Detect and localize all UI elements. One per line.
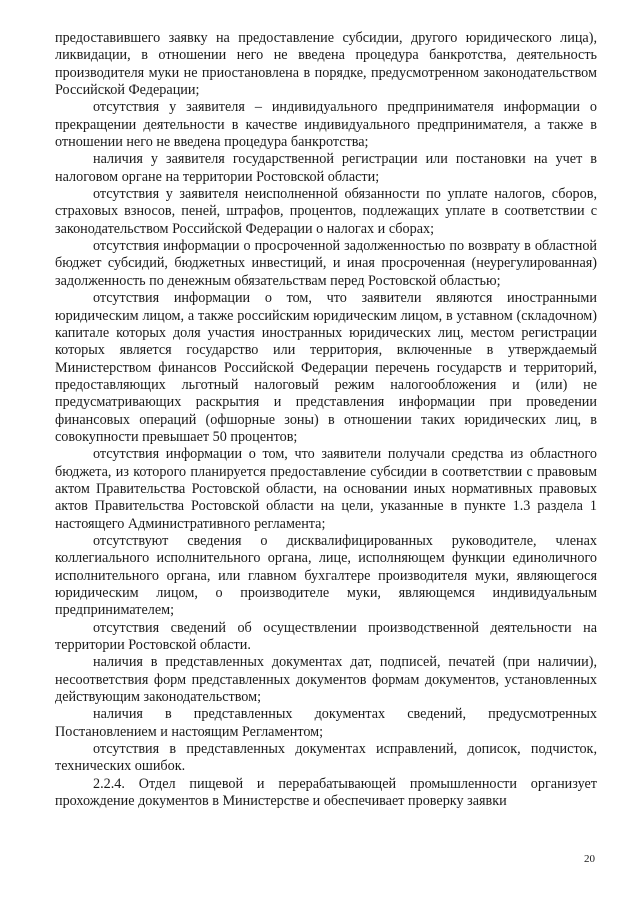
paragraph-10: наличия в представленных документах дат, подписей, печатей (при наличии), несоответствия форм представленных документов формам документов, установленных действующим законодательством; xyxy=(55,654,597,706)
paragraph-6: отсутствия информации о том, что заявители являются иностранными юридическим лицом, а также российским юридическим лицом, в уставном (складочном) капитале которых доля участия иностранных юридических лиц, местом регистрации которых является государство или территория, включенные в утверждаемый Министерством финансов Российской Федерации перечень государств и территорий, предоставляющих льготный налоговый режим налогообложения и (или) не предусматривающих раскрытия и представления информации при проведении финансовых операций (офшорные зоны) в отношении таких юридических лиц, в совокупности превышает 50 процентов; xyxy=(55,290,597,445)
document-page xyxy=(55,30,597,810)
page-number: 20 xyxy=(584,853,595,865)
paragraph-7: отсутствия информации о том, что заявители получали средства из областного бюджета, из которого планируется предоставление субсидии в соответствии с правовым актом Правительства Ростовской области, на основании иных нормативных правовых актов Правительства Ростовской области на цели, указанные в пункте 1.3 раздела 1 настоящего Административного регламента; xyxy=(55,446,597,532)
paragraph-13: 2.2.4. Отдел пищевой и перерабатывающей промышленности организует прохождение документов в Министерстве и обеспечивает проверку заявки xyxy=(55,775,597,810)
paragraph-2: отсутствия у заявителя – индивидуального предпринимателя информации о прекращении деятельности в качестве индивидуального предпринимателя, а также в отношении него не введена процедура банкротства; xyxy=(55,99,597,151)
paragraph-9: отсутствия сведений об осуществлении производственной деятельности на территории Ростовской области. xyxy=(55,619,597,654)
paragraph-1: предоставившего заявку на предоставление субсидии, другого юридического лица), ликвидации, в отношении него не введена процедура банкротства, деятельность производителя муки не приостановлена в порядке, предусмотренном законодательством Российской Федерации; xyxy=(55,30,597,99)
paragraph-8: отсутствуют сведения о дисквалифицированных руководителе, членах коллегиального исполнительного органа, лице, исполняющем функции единоличного исполнительного органа, или главном бухгалтере производителя муки, являющегося юридическим лицом, о производителе муки, являющемся индивидуальным предпринимателем; xyxy=(55,532,597,619)
paragraph-12: отсутствия в представленных документах исправлений, дописок, подчисток, технических ошибок. xyxy=(55,741,597,775)
paragraph-11: наличия в представленных документах сведений, предусмотренных Постановлением и настоящим Регламентом; xyxy=(55,706,597,740)
paragraph-4: отсутствия у заявителя неисполненной обязанности по уплате налогов, сборов, страховых взносов, пеней, штрафов, процентов, подлежащих уплате в соответствии с законодательством Российской Федерации о налогах и сборах; xyxy=(55,186,597,237)
paragraph-3: наличия у заявителя государственной регистрации или постановки на учет в налоговом органе на территории Ростовской области; xyxy=(55,151,597,185)
paragraph-5: отсутствия информации о просроченной задолженностью по возврату в областной бюджет субсидий, бюджетных инвестиций, и иная просроченная (неурегулированная) задолженность по денежным обязательствам перед Ростовской областью; xyxy=(55,238,597,289)
